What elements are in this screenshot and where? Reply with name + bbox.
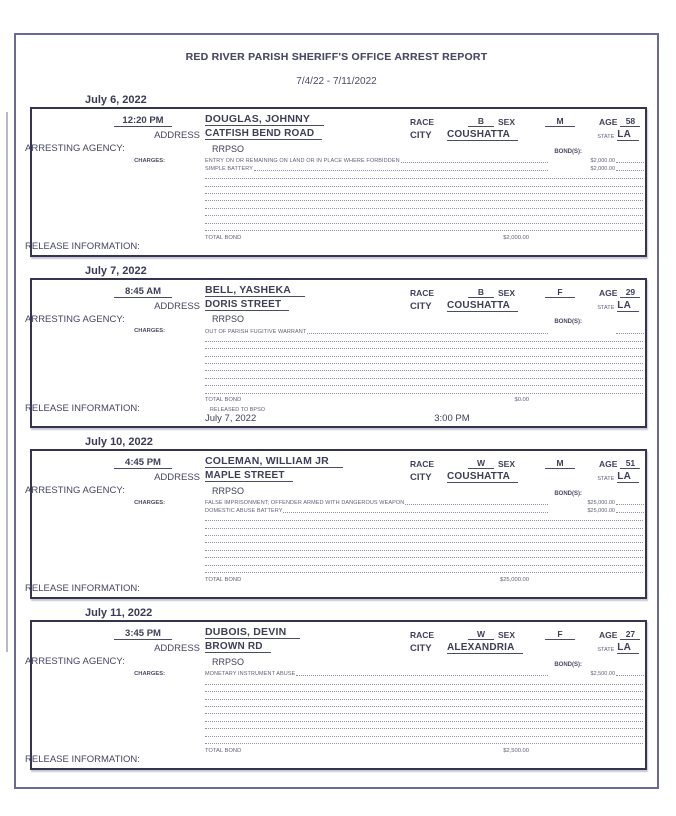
ruled-line	[205, 216, 643, 223]
charge-text: DOMESTIC ABUSE BATTERY	[205, 507, 283, 514]
ruled-lines	[205, 172, 645, 231]
ruled-line	[205, 357, 643, 364]
release-date-row	[32, 414, 645, 426]
release-information-label: RELEASE INFORMATION:	[25, 583, 140, 594]
arrest-record	[25, 94, 647, 257]
charges-label: CHARGES:	[134, 671, 165, 677]
ruled-line	[205, 722, 643, 729]
state-cell	[597, 642, 645, 654]
dotted-leader	[616, 504, 644, 505]
race-label: RACE	[410, 288, 435, 298]
ruled-lines	[205, 514, 645, 573]
total-bond-label: TOTAL BOND	[205, 747, 242, 754]
release-row	[25, 583, 645, 597]
record-date-header: July 6, 2022	[85, 94, 147, 106]
arrest-record	[25, 436, 647, 599]
state-value: LA	[617, 471, 639, 483]
dotted-leader	[296, 675, 548, 676]
arrestee-name: BELL, YASHEKA	[205, 284, 305, 297]
arrestee-name: DUBOIS, DEVIN	[205, 626, 300, 639]
arrest-time: 3:45 PM	[114, 628, 172, 640]
charges-label: CHARGES:	[134, 500, 165, 506]
arrest-record	[25, 265, 647, 428]
ruled-line	[205, 194, 643, 201]
ruled-line	[205, 685, 643, 692]
charge-text: SIMPLE BATTERY	[205, 165, 253, 172]
race-label: RACE	[410, 117, 435, 127]
release-section	[25, 403, 645, 426]
sex-value: F	[545, 629, 575, 640]
record-date-header: July 7, 2022	[85, 265, 147, 277]
sex-value: M	[545, 116, 575, 127]
ruled-line	[205, 514, 643, 521]
dotted-leader	[254, 170, 548, 171]
record-address-row	[32, 298, 645, 312]
state-value: LA	[617, 642, 639, 654]
arresting-agency-value: RRPSO	[212, 656, 245, 667]
charges-section	[32, 157, 645, 231]
sex-value: F	[545, 287, 575, 298]
charge-line	[205, 506, 645, 513]
record-address-row	[32, 127, 645, 141]
arrestee-name: DOUGLAS, JOHNNY	[205, 113, 324, 126]
charge-text: OUT OF PARISH FUGITIVE WARRANT	[205, 328, 307, 335]
arresting-agency-value: RRPSO	[212, 143, 245, 154]
release-information-label: RELEASE INFORMATION:	[25, 241, 140, 252]
bonds-label: BOND(S):	[554, 319, 582, 326]
dotted-leader	[405, 504, 548, 505]
bonds-label: BOND(S):	[554, 662, 582, 668]
age-value: 29	[620, 287, 640, 298]
age-value: 27	[620, 629, 640, 640]
ruled-line	[205, 692, 643, 699]
state-label: STATE	[597, 305, 615, 311]
address-label: ADDRESS	[154, 130, 200, 141]
total-bond-value: $0.00	[514, 397, 529, 403]
age-value: 58	[620, 116, 640, 127]
record-box	[25, 620, 647, 770]
city-label: CITY	[410, 130, 432, 141]
dotted-leader	[616, 512, 644, 513]
total-bond-row	[32, 394, 645, 403]
state-cell	[597, 129, 645, 141]
ruled-line	[205, 342, 643, 349]
charge-line	[205, 327, 645, 334]
ruled-line	[205, 729, 643, 736]
arresting-agency-label: ARRESTING AGENCY:	[25, 313, 125, 325]
arrest-time: 12:20 PM	[114, 115, 172, 127]
city-value: COUSHATTA	[447, 129, 518, 141]
charge-text: MONETARY INSTRUMENT ABUSE	[205, 671, 296, 678]
record-box	[25, 278, 647, 428]
age-value: 51	[620, 458, 640, 469]
ruled-line	[205, 714, 643, 721]
state-value: LA	[617, 300, 639, 312]
dotted-leader	[616, 675, 644, 676]
ruled-line	[205, 371, 643, 378]
record-agency-row	[25, 484, 645, 497]
ruled-line	[205, 172, 643, 179]
arrest-time: 4:45 PM	[114, 457, 172, 469]
ruled-line	[205, 209, 643, 216]
total-bond-row	[32, 744, 645, 754]
charge-text: FALSE IMPRISONMENT; OFFENDER ARMED WITH DANGEROUS WEAPON	[205, 500, 405, 507]
release-row	[25, 403, 645, 414]
release-section	[25, 754, 645, 768]
ruled-line	[205, 529, 643, 536]
ruled-line	[205, 737, 643, 744]
city-label: CITY	[410, 472, 432, 483]
race-label: RACE	[410, 459, 435, 469]
record-date-header: July 11, 2022	[85, 607, 153, 619]
address-label: ADDRESS	[154, 301, 200, 312]
total-bond-label: TOTAL BOND	[205, 576, 242, 583]
charges-label: CHARGES:	[134, 158, 165, 164]
ruled-line	[205, 536, 643, 543]
ruled-line	[205, 386, 643, 393]
address-cell	[205, 294, 410, 312]
total-bond-label: TOTAL BOND	[205, 397, 242, 403]
ruled-line	[205, 543, 643, 550]
charges-section	[32, 499, 645, 573]
total-bond-value: $2,500.00	[503, 747, 529, 754]
arresting-agency-label: ARRESTING AGENCY:	[25, 143, 125, 154]
ruled-line	[205, 379, 643, 386]
arrest-record	[25, 607, 647, 770]
sex-label: SEX	[498, 117, 516, 127]
city-label: CITY	[410, 643, 432, 654]
charge-line	[205, 499, 645, 506]
scan-artifact-line	[6, 112, 8, 652]
arresting-agency-label: ARRESTING AGENCY:	[25, 485, 125, 496]
charge-line	[205, 164, 645, 171]
record-agency-row	[25, 655, 645, 668]
document-page	[14, 33, 659, 789]
charge-bond: $2,000.00	[590, 165, 615, 172]
dotted-leader	[307, 333, 548, 334]
race-label: RACE	[410, 630, 435, 640]
dotted-leader	[616, 333, 644, 334]
ruled-line	[205, 700, 643, 707]
city-value: COUSHATTA	[447, 471, 518, 483]
arresting-agency-value: RRPSO	[212, 485, 245, 496]
release-row	[25, 754, 645, 768]
ruled-line	[205, 179, 643, 186]
record-address-row	[32, 469, 645, 483]
address-value: MAPLE STREET	[205, 470, 293, 482]
arrestee-name: COLEMAN, WILLIAM JR	[205, 455, 343, 468]
release-date: July 7, 2022	[205, 413, 257, 424]
state-cell	[597, 300, 645, 312]
release-note: RELEASED TO BPSO	[209, 407, 266, 413]
record-address-row	[32, 640, 645, 654]
bonds-label: BOND(S):	[554, 149, 582, 155]
dotted-leader	[401, 162, 548, 163]
ruled-lines	[205, 677, 645, 744]
state-value: LA	[617, 129, 639, 141]
bonds-label: BOND(S):	[554, 491, 582, 497]
ruled-line	[205, 349, 643, 356]
charges-label: CHARGES:	[134, 328, 165, 335]
ruled-line	[205, 521, 643, 528]
address-value: BROWN RD	[205, 641, 271, 653]
charge-text: ENTRY ON OR REMAINING ON LAND OR IN PLACE WHERE FORBIDDEN	[205, 158, 400, 165]
total-bond-label: TOTAL BOND	[205, 234, 242, 241]
city-label: CITY	[410, 301, 432, 312]
dotted-leader	[616, 170, 644, 171]
state-label: STATE	[597, 134, 615, 140]
record-box	[25, 107, 647, 257]
record-date-header: July 10, 2022	[85, 436, 153, 448]
race-value: B	[468, 287, 494, 298]
city-value: ALEXANDRIA	[447, 642, 523, 654]
sex-label: SEX	[498, 459, 516, 469]
release-information-label: RELEASE INFORMATION:	[25, 754, 140, 765]
ruled-line	[205, 551, 643, 558]
address-value: CATFISH BEND ROAD	[205, 128, 322, 140]
ruled-line	[205, 187, 643, 194]
state-label: STATE	[597, 476, 615, 482]
total-bond-value: $2,000.00	[503, 234, 529, 241]
ruled-line	[205, 677, 643, 684]
dotted-leader	[283, 512, 548, 513]
age-label: AGE	[599, 630, 618, 640]
dotted-leader	[616, 162, 644, 163]
release-row	[25, 241, 645, 255]
address-label: ADDRESS	[154, 472, 200, 483]
race-value: W	[468, 629, 494, 640]
record-agency-row	[25, 313, 645, 326]
ruled-line	[205, 335, 643, 342]
age-label: AGE	[599, 288, 618, 298]
release-section	[25, 241, 645, 255]
age-label: AGE	[599, 459, 618, 469]
release-information-label: RELEASE INFORMATION:	[25, 403, 140, 414]
charges-section	[32, 327, 645, 394]
arresting-agency-label: ARRESTING AGENCY:	[25, 656, 125, 667]
total-bond-value: $25,000.00	[499, 576, 529, 583]
sex-label: SEX	[498, 288, 516, 298]
charge-bond: $2,500.00	[590, 671, 615, 678]
release-time: 3:00 PM	[434, 413, 470, 424]
ruled-lines	[205, 335, 645, 394]
ruled-line	[205, 224, 643, 231]
ruled-line	[205, 201, 643, 208]
state-label: STATE	[597, 647, 615, 653]
address-label: ADDRESS	[154, 643, 200, 654]
record-agency-row	[25, 142, 645, 155]
race-value: B	[468, 116, 494, 127]
address-cell	[205, 123, 410, 141]
sex-label: SEX	[498, 630, 516, 640]
charge-bond: $25,000.00	[587, 500, 615, 507]
ruled-line	[205, 558, 643, 565]
charge-bond: $2,000.00	[590, 158, 615, 165]
charge-line	[205, 157, 645, 164]
report-date-range: 7/4/22 - 7/11/2022	[296, 76, 377, 87]
race-value: W	[468, 458, 494, 469]
total-bond-row	[32, 231, 645, 241]
record-box	[25, 449, 647, 599]
age-label: AGE	[599, 117, 618, 127]
sex-value: M	[545, 458, 575, 469]
ruled-line	[205, 364, 643, 371]
city-value: COUSHATTA	[447, 300, 518, 312]
arresting-agency-value: RRPSO	[212, 314, 245, 325]
charges-section	[32, 670, 645, 744]
charge-bond: $25,000.00	[587, 507, 615, 514]
charge-line	[205, 670, 645, 677]
ruled-line	[205, 566, 643, 573]
address-cell	[205, 636, 410, 654]
state-cell	[597, 471, 645, 483]
arrest-time: 8:45 AM	[114, 286, 172, 298]
ruled-line	[205, 707, 643, 714]
total-bond-row	[32, 573, 645, 583]
address-value: DORIS STREET	[205, 299, 289, 311]
report-title: RED RIVER PARISH SHERIFF'S OFFICE ARREST REPORT	[185, 51, 488, 63]
release-section	[25, 583, 645, 597]
address-cell	[205, 465, 410, 483]
